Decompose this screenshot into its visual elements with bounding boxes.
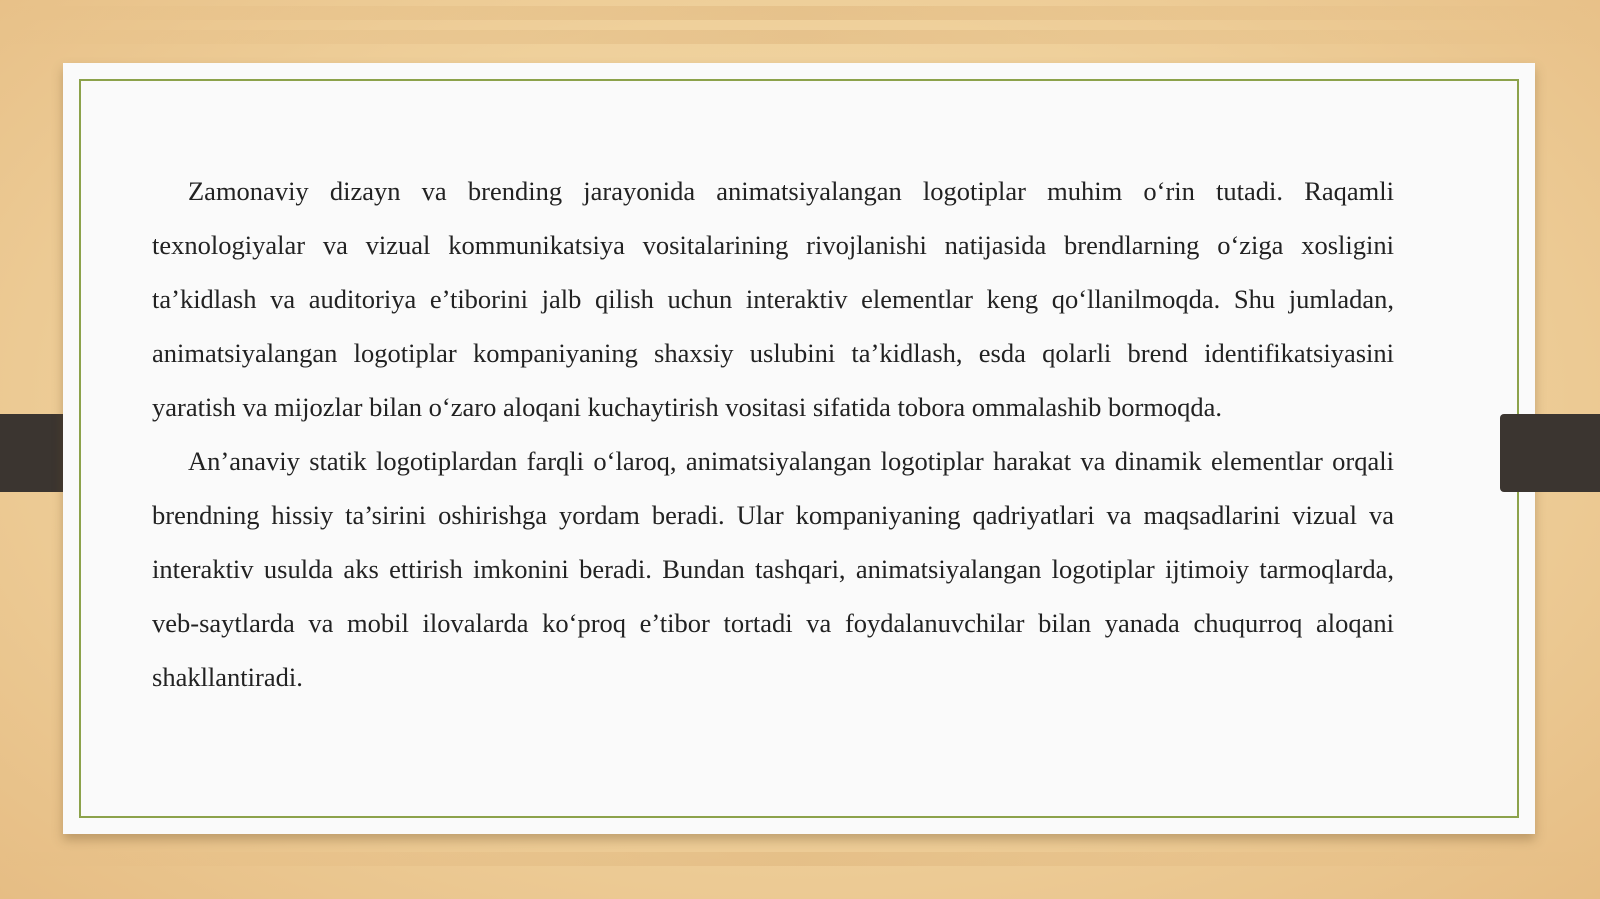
wood-grain-mid xyxy=(0,30,1600,44)
right-binder-tab xyxy=(1500,414,1600,492)
wood-grain-top xyxy=(0,6,1600,20)
paragraph-1: Zamonaviy dizayn va brending jarayonida animatsiyalangan logotiplar muhim o‘rin tutadi. Raqamli texnologiyalar va vizual kommunikatsiya vositalarining rivojlanishi natijasida brendlarning o‘ziga xosligini ta’kidlash va auditoriya e’tiborini jalb qilish uchun interaktiv elementlar keng qo‘llanilmoqda. Shu jumladan, animatsiyalangan logotiplar kompaniyaning shaxsiy uslubini ta’kidlash, esda qolarli brend identifikatsiyasini yaratish va mijozlar bilan o‘zaro aloqani kuchaytirish vositasi sifatida tobora ommalashib bormoqda. xyxy=(152,176,1394,422)
paragraph-2: An’anaviy statik logotiplardan farqli o‘laroq, animatsiyalangan logotiplar harakat va dinamik elementlar orqali brendning hissiy ta’sirini oshirishga yordam beradi. Ular kompaniyaning qadriyatlari va maqsadlarini vizual va interaktiv usulda aks ettirish imkonini beradi. Bundan tashqari, animatsiyalangan logotiplar ijtimoiy tarmoqlarda, veb-saytlarda va mobil ilovalarda ko‘proq e’tibor tortadi va foydalanuvchilar bilan yanada chuqurroq aloqani shakllantiradi. xyxy=(152,446,1394,692)
wood-grain-bottom xyxy=(0,852,1600,866)
slide-body-text xyxy=(152,164,1394,704)
